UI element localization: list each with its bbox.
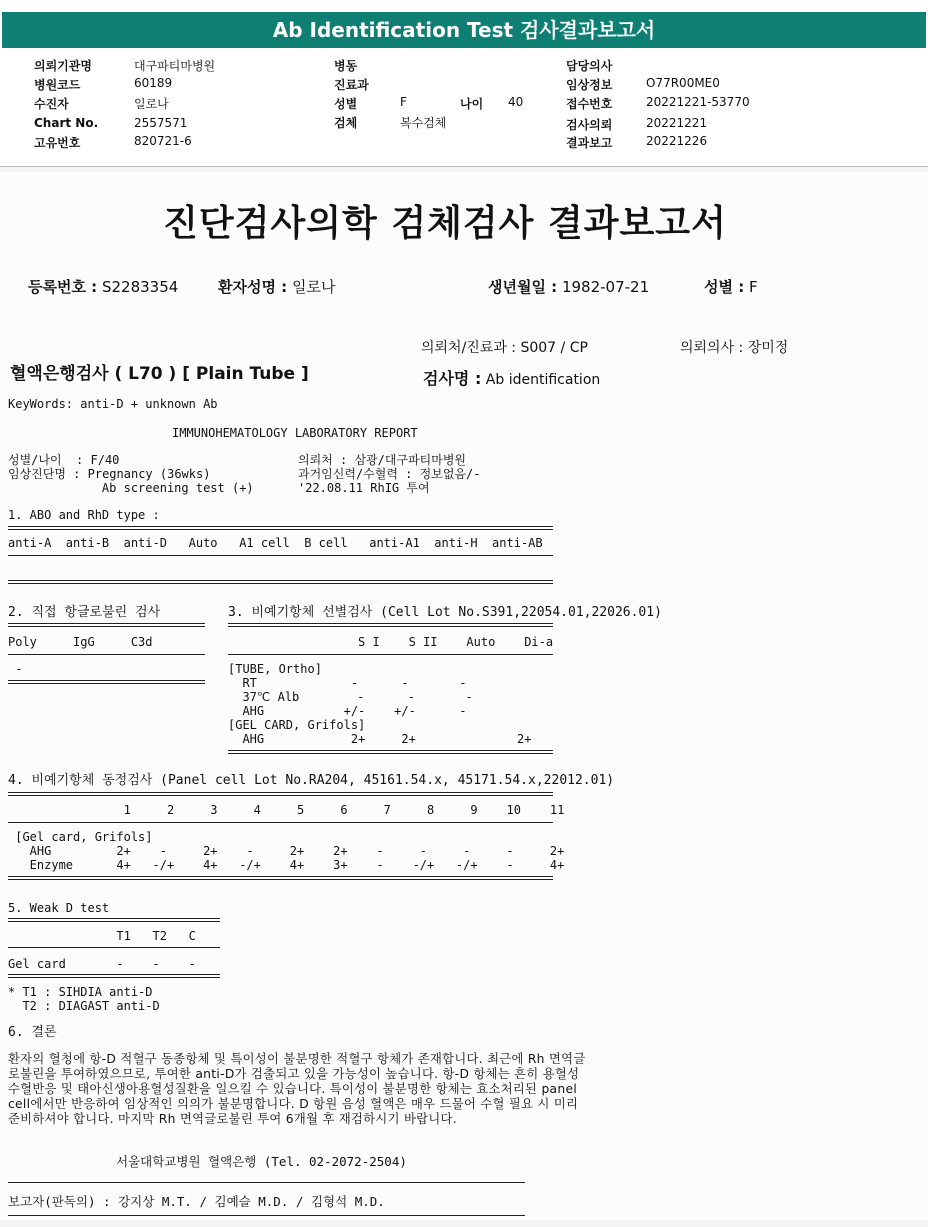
label-clinical-info: 임상정보: [566, 78, 613, 92]
divider: [228, 623, 553, 627]
value-unique-no: 820721-6: [134, 134, 192, 148]
section5-note: T2 : DIAGAST anti-D: [8, 999, 160, 1013]
label-age: 나이: [460, 97, 484, 111]
divider: [228, 654, 553, 655]
section2-header: Poly IgG C3d: [8, 635, 153, 649]
section5-row: Gel card - - -: [8, 957, 196, 971]
divider: [8, 654, 205, 655]
section3-row: [GEL CARD, Grifols]: [228, 718, 366, 732]
line-diagnosis-2: Ab screening test (+): [8, 481, 254, 495]
line-referral-2: 과거임신력/수혈력 : 정보없음/-: [298, 467, 481, 481]
test-name: 검사명 : Ab identification: [423, 369, 601, 388]
divider: [8, 947, 220, 948]
section3-row: [TUBE, Ortho]: [228, 662, 322, 676]
report-main-title: 진단검사의학 검체검사 결과보고서: [163, 203, 727, 244]
request-doctor: 의뢰의사 : 장미정: [680, 340, 789, 356]
header-info: [0, 48, 928, 167]
divider: [8, 680, 205, 684]
label-report-date: 결과보고: [566, 136, 613, 150]
label-sex: 성별: [334, 97, 358, 111]
label-receipt-no: 접수번호: [566, 97, 613, 111]
divider: [8, 1182, 525, 1183]
value-hospital-code: 60189: [134, 76, 173, 90]
line-referral-3: '22.08.11 RhIG 투여: [298, 481, 430, 495]
section5-note: * T1 : SIHDIA anti-D: [8, 985, 153, 999]
reg-no: 등록번호 : S2283354: [28, 278, 179, 296]
section4-row: Enzyme 4+ -/+ 4+ -/+ 4+ 3+ - -/+ -/+ - 4+: [8, 858, 565, 872]
test-section: 혈액은행검사 ( L70 ) [ Plain Tube ]: [10, 364, 309, 384]
value-sex: F: [400, 95, 407, 109]
divider: [8, 555, 553, 556]
section2-title: 2. 직접 항글로불린 검사: [8, 605, 161, 620]
patient-sex: 성별 : F: [704, 278, 758, 296]
divider: [8, 822, 553, 823]
section3-title: 3. 비예기항체 선별검사 (Cell Lot No.S391,22054.01,22026.01): [228, 605, 662, 620]
section4-title: 4. 비예기항체 동정검사 (Panel cell Lot No.RA204, 45161.54.x, 45171.54.x,22012.01): [8, 773, 615, 788]
value-specimen: 복수검체: [400, 116, 447, 130]
label-institution: 의뢰기관명: [34, 59, 92, 73]
label-patient: 수진자: [34, 97, 69, 111]
section3-row: AHG 2+ 2+ 2+: [228, 732, 532, 746]
section3-row: 37℃ Alb - - -: [228, 690, 473, 704]
section1-title: 1. ABO and RhD type :: [8, 508, 160, 522]
value-chart-no: 2557571: [134, 116, 188, 130]
conclusion-text: 환자의 혈청에 항-D 적혈구 동종항체 및 특이성이 불분명한 적혈구 항체가 존재합니다. 최근에 Rh 면역글로불린을 투여하였으므로, 투여한 anti-D가 검출되고 있을 가능성이 높습니다. 항-D 항체는 흔히 용혈성수혈반응 및 태아신생아용혈성질환을 일으킬 수 있습니다. 특이성이 불분명한 항체는 효소처리된 panel cell에서만 반응하여 임상적인 의의가 불분명합니다. D 항원 음성 혈액은 매우 드물어 수혈 필요 시 미리 준비하셔야 합니다. 마지막 Rh 면역글로불린 투여 6개월 후 재검하시기 바랍니다.: [8, 1052, 586, 1126]
lab-report-title: IMMUNOHEMATOLOGY LABORATORY REPORT: [172, 426, 418, 440]
value-clinical-info: O77R00ME0: [646, 76, 720, 90]
divider: [8, 526, 553, 530]
line-sex-age: 성별/나이 : F/40: [8, 453, 120, 467]
value-request-date: 20221221: [646, 116, 708, 130]
keywords: KeyWords: anti-D + unknown Ab: [8, 397, 218, 411]
divider: [8, 918, 220, 922]
value-age: 40: [508, 95, 524, 109]
divider: [228, 750, 553, 754]
section2-value: -: [8, 662, 23, 676]
label-hospital-code: 병원코드: [34, 78, 81, 92]
section5-title: 5. Weak D test: [8, 901, 110, 915]
label-chart-no: Chart No.: [34, 116, 99, 130]
divider: [8, 974, 220, 978]
section4-row: [Gel card, Grifols]: [8, 830, 153, 844]
value-receipt-no: 20221221-53770: [646, 95, 750, 109]
section5-header: T1 T2 C: [8, 929, 196, 943]
label-department: 진료과: [334, 78, 369, 92]
value-patient: 일로나: [134, 97, 169, 111]
label-specimen: 검체: [334, 116, 358, 130]
section3-row: RT - - -: [228, 676, 467, 690]
label-request-date: 검사의뢰: [566, 118, 613, 132]
label-unique-no: 고유번호: [34, 136, 81, 150]
divider: [8, 876, 553, 880]
value-report-date: 20221226: [646, 134, 708, 148]
divider: [8, 623, 205, 627]
divider: [8, 792, 553, 796]
patient-name: 환자성명 : 일로나: [218, 278, 336, 296]
section1-header: anti-A anti-B anti-D Auto A1 cell B cell anti-A1 anti-H anti-AB: [8, 536, 543, 550]
label-ward: 병동: [334, 59, 358, 73]
section6-title: 6. 결론: [8, 1025, 57, 1040]
line-referral-1: 의뢰처 : 삼광/대구파티마병원: [298, 453, 467, 467]
line-diagnosis-1: 임상진단명 : Pregnancy (36wks): [8, 467, 211, 481]
request-department: 의뢰처/진료과 : S007 / CP: [421, 340, 588, 356]
label-physician: 담당의사: [566, 59, 613, 73]
section4-row: AHG 2+ - 2+ - 2+ 2+ - - - - 2+: [8, 844, 565, 858]
value-institution: 대구파티마병원: [134, 59, 216, 73]
birth-date: 생년월일 : 1982-07-21: [488, 278, 650, 296]
section3-header: S I S II Auto Di-a: [228, 635, 554, 649]
section4-header: 1 2 3 4 5 6 7 8 9 10 11: [8, 803, 565, 817]
divider: [8, 580, 553, 584]
divider: [8, 1215, 525, 1216]
report-title-bar: Ab Identification Test 검사결과보고서: [2, 12, 926, 48]
reporter: 보고자(판독의) : 강지상 M.T. / 김예슬 M.D. / 김형석 M.D.: [8, 1194, 385, 1209]
blood-bank-contact: 서울대학교병원 혈액은행 (Tel. 02-2072-2504): [116, 1154, 407, 1169]
section3-row: AHG +/- +/- -: [228, 704, 467, 718]
